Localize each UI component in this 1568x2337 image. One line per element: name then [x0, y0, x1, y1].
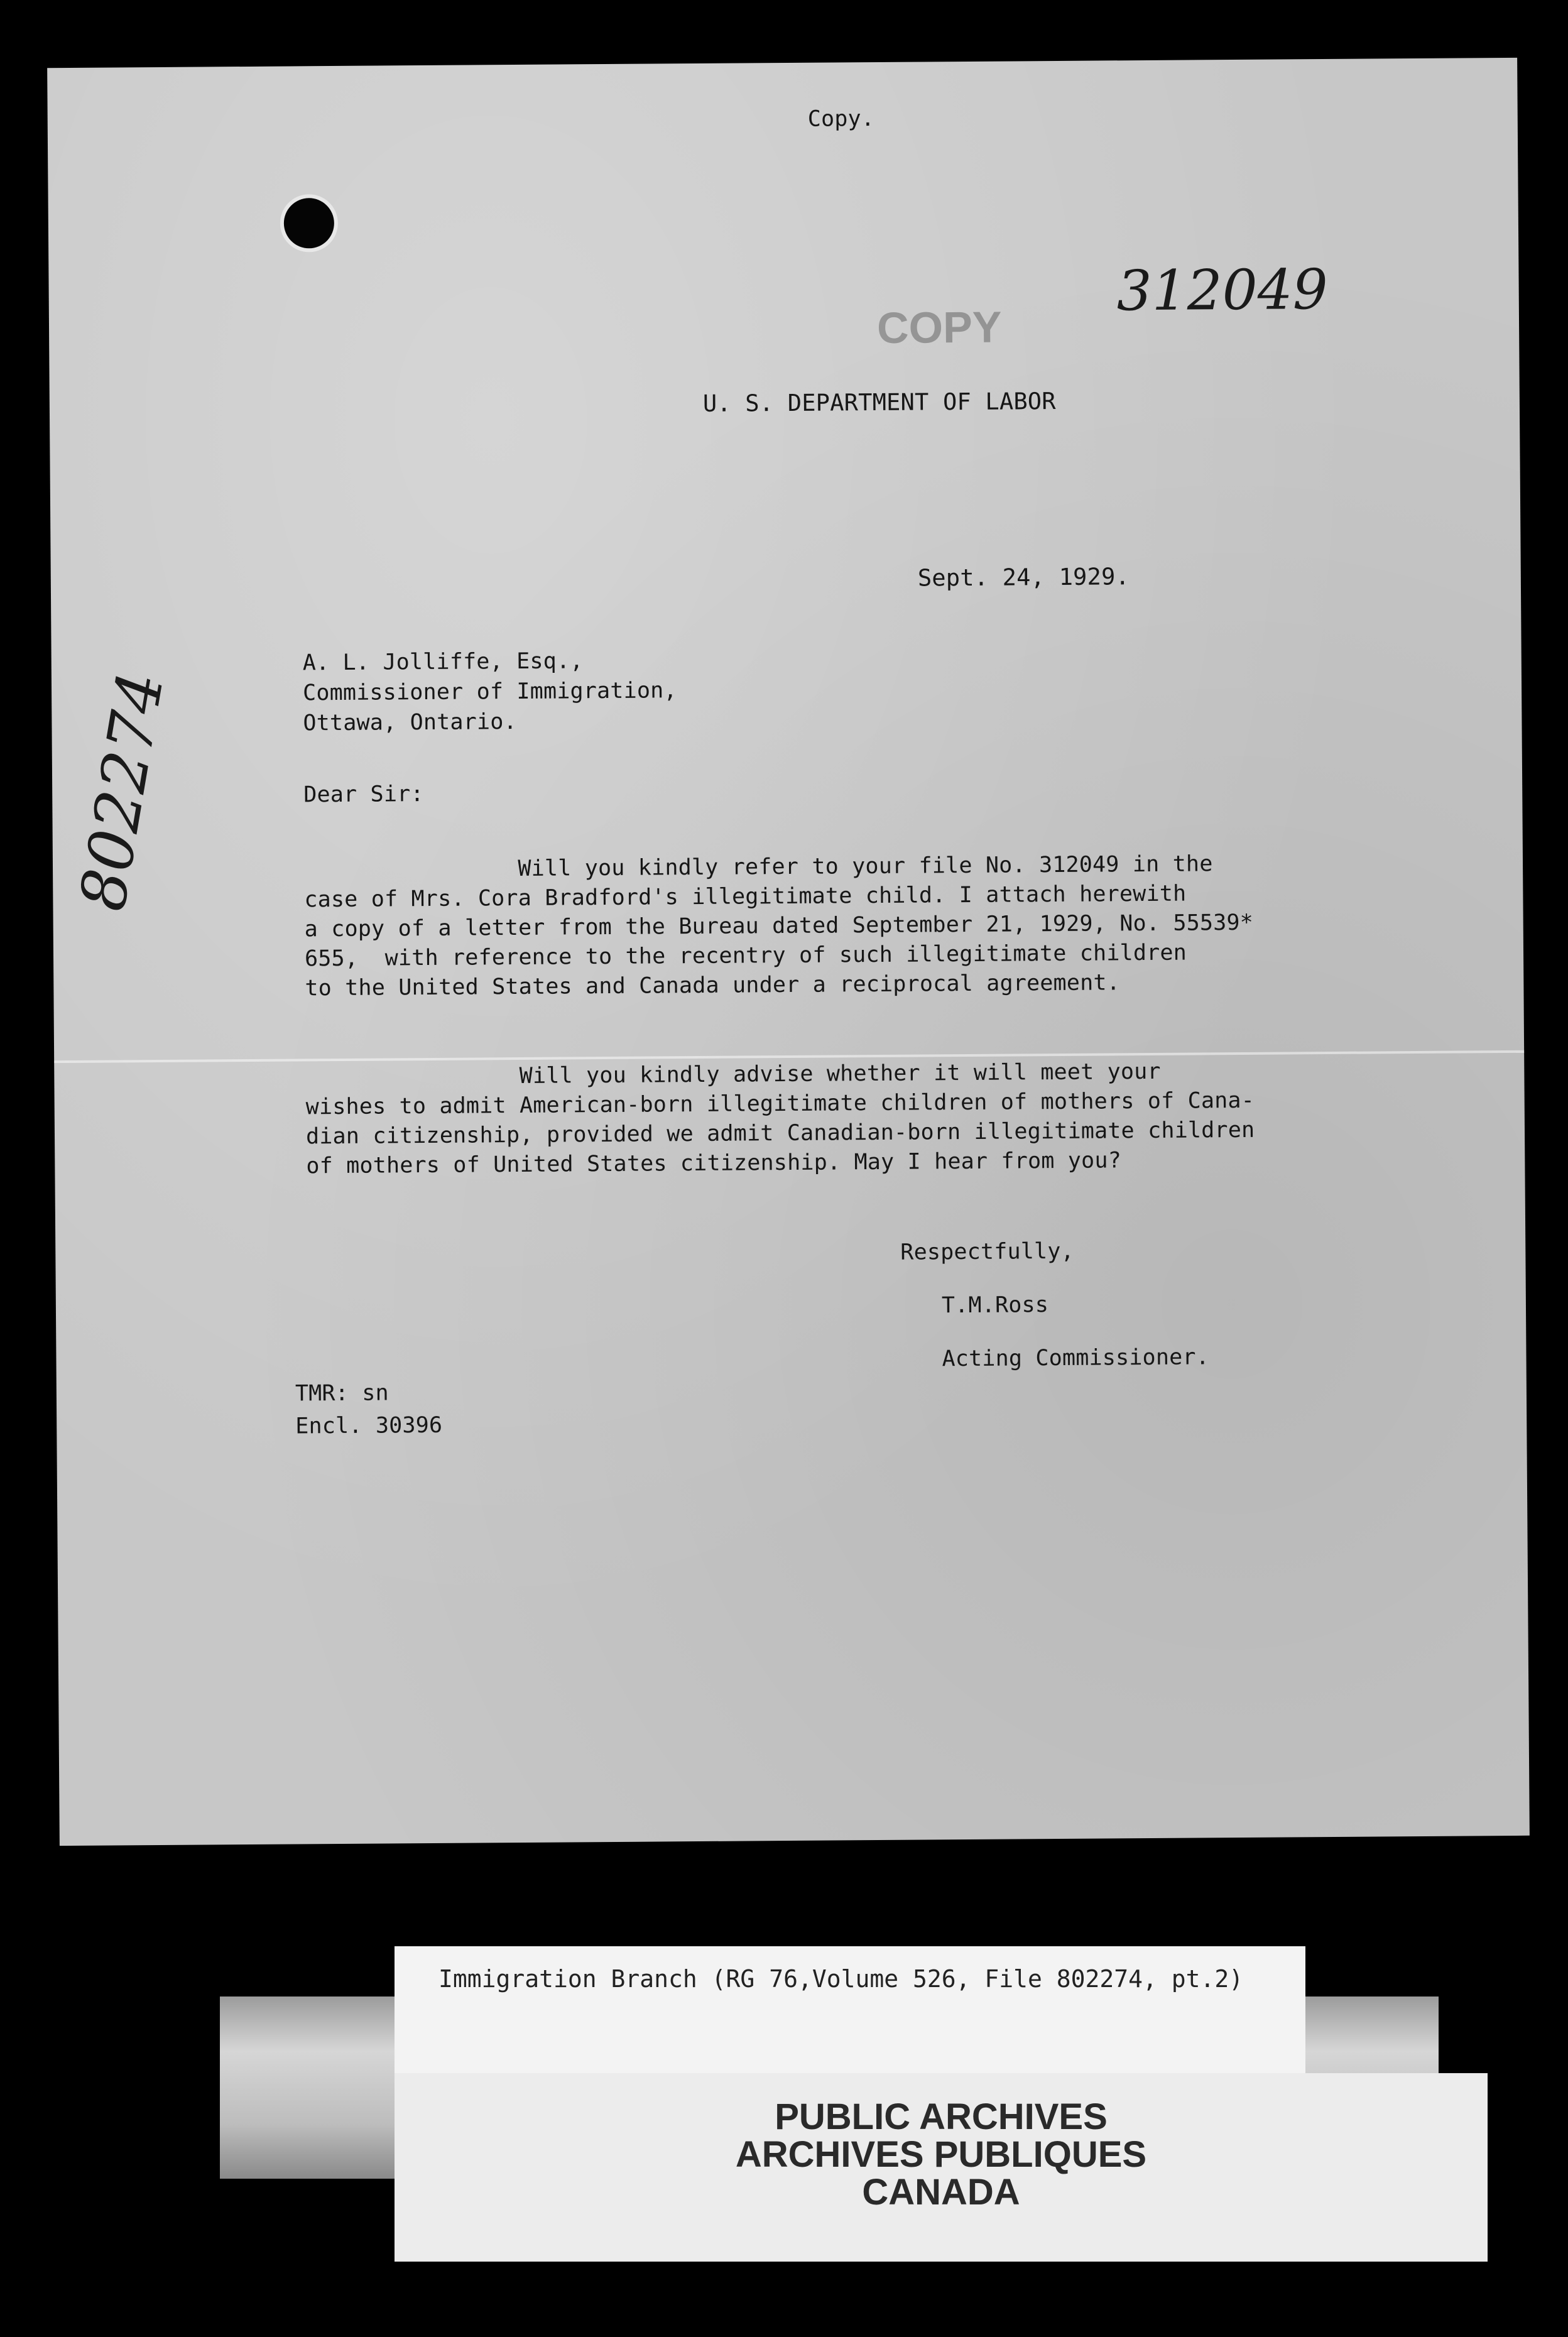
salutation: Dear Sir:: [303, 782, 424, 808]
addressee-line-2: Commissioner of Immigration,: [302, 678, 677, 706]
letter-date: Sept. 24, 1929.: [917, 563, 1130, 592]
enclosure-note: Encl. 30396: [295, 1412, 443, 1439]
paragraph-1-line-1: Will you kindly refer to your file No. 312049 in the: [303, 851, 1213, 883]
department-heading: U. S. DEPARTMENT OF LABOR: [702, 388, 1056, 417]
paragraph-1-line-4: 655, with reference to the recentry of such illegitimate children: [304, 940, 1187, 972]
paragraph-2-line-3: dian citizenship, provided we admit Canadian-born illegitimate children: [305, 1117, 1255, 1150]
archive-line-2: ARCHIVES PUBLIQUES: [735, 2134, 1147, 2175]
archive-line-3: CANADA: [862, 2172, 1020, 2213]
paragraph-2-line-2: wishes to admit American-born illegitimate children of mothers of Cana-: [305, 1087, 1255, 1120]
closing: Respectfully,: [900, 1238, 1075, 1265]
copy-stamp: COPY: [876, 302, 1002, 352]
paragraph-1-line-5: to the United States and Canada under a reciprocal agreement.: [305, 970, 1121, 1001]
handwritten-file-number-top: 312049: [1116, 256, 1328, 324]
paragraph-1-line-2: case of Mrs. Cora Bradford's illegitimate child. I attach herewith: [304, 881, 1187, 913]
paragraph-2-line-1: Will you kindly advise whether it will meet your: [305, 1059, 1161, 1091]
archive-reference-text: Immigration Branch (RG 76,Volume 526, File 802274, pt.2): [438, 1965, 1244, 1993]
paragraph-1-line-3: a copy of a letter from the Bureau dated September 21, 1929, No. 55539*: [304, 910, 1254, 942]
copy-mark: Copy.: [807, 106, 875, 132]
letter-page: [47, 58, 1530, 1846]
addressee-line-3: Ottawa, Ontario.: [303, 709, 517, 736]
punch-hole: [284, 198, 335, 249]
archive-line-1: PUBLIC ARCHIVES: [775, 2096, 1108, 2137]
archive-reference-label: [395, 1946, 1305, 2084]
addressee-line-1: A. L. Jolliffe, Esq.,: [302, 648, 584, 676]
handwritten-file-number-side: 802274: [65, 667, 178, 916]
signer-name: T.M.Ross: [941, 1292, 1049, 1319]
signer-title: Acting Commissioner.: [942, 1344, 1210, 1372]
archive-stamp-card: [395, 2073, 1488, 2262]
typist-initials: TMR: sn: [295, 1380, 389, 1407]
paragraph-2-line-4: of mothers of United States citizenship. May I hear from you?: [306, 1148, 1122, 1179]
